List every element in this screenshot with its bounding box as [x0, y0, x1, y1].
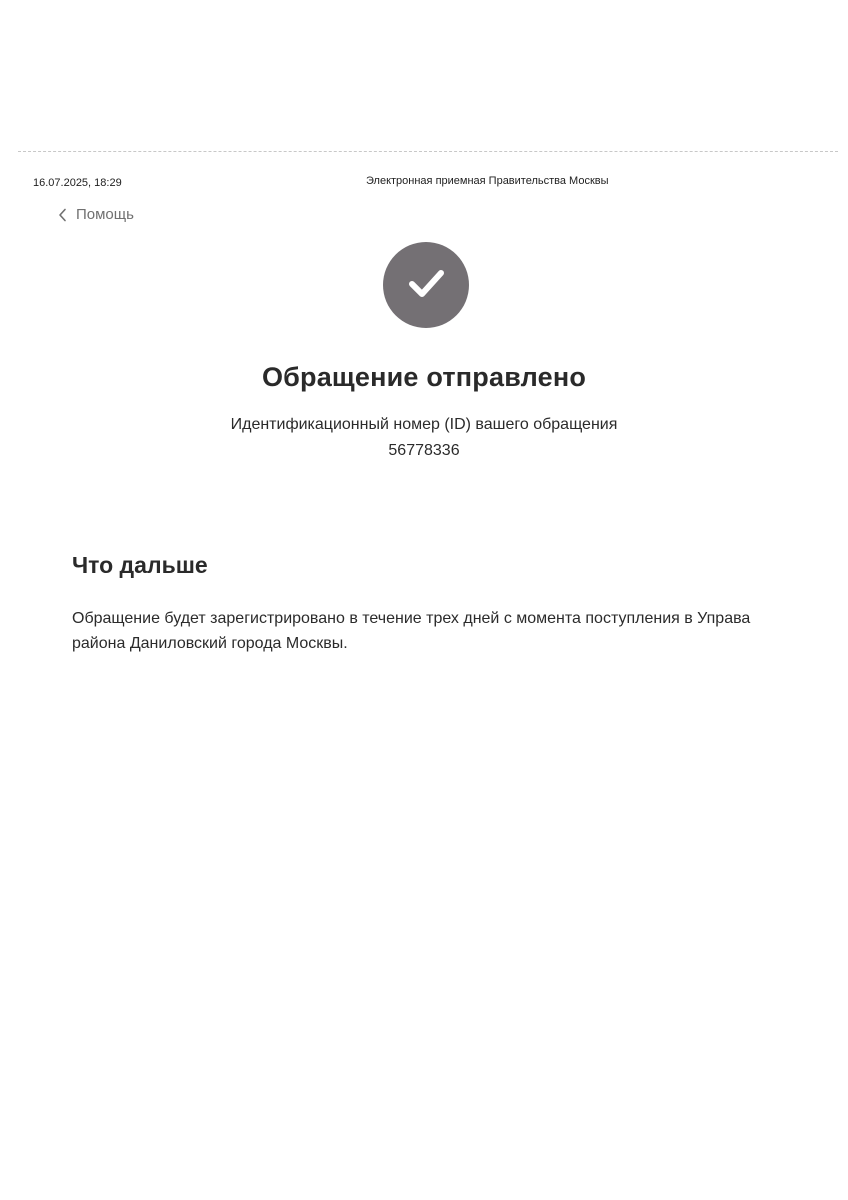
- next-steps-title: Что дальше: [72, 552, 208, 578]
- scan-divider-line: [18, 151, 838, 152]
- appeal-id-label: Идентификационный номер (ID) вашего обращения: [230, 416, 618, 433]
- confirmation-title: Обращение отправлено: [261, 362, 587, 392]
- appeal-id-value: 56778336: [388, 442, 460, 459]
- back-link-label: Помощь: [76, 206, 134, 223]
- print-page-title: Электронная приемная Правительства Москвы: [366, 175, 609, 187]
- next-steps-text: Обращение будет зарегистрировано в течение трех дней с момента поступления в Управа района Даниловский города Москвы.: [72, 610, 751, 652]
- chevron-left-icon: [58, 208, 68, 222]
- back-link-help[interactable]: [58, 206, 134, 223]
- success-badge: [383, 242, 469, 328]
- checkmark-icon: [403, 260, 449, 311]
- print-datetime: 16.07.2025, 18:29: [33, 177, 122, 189]
